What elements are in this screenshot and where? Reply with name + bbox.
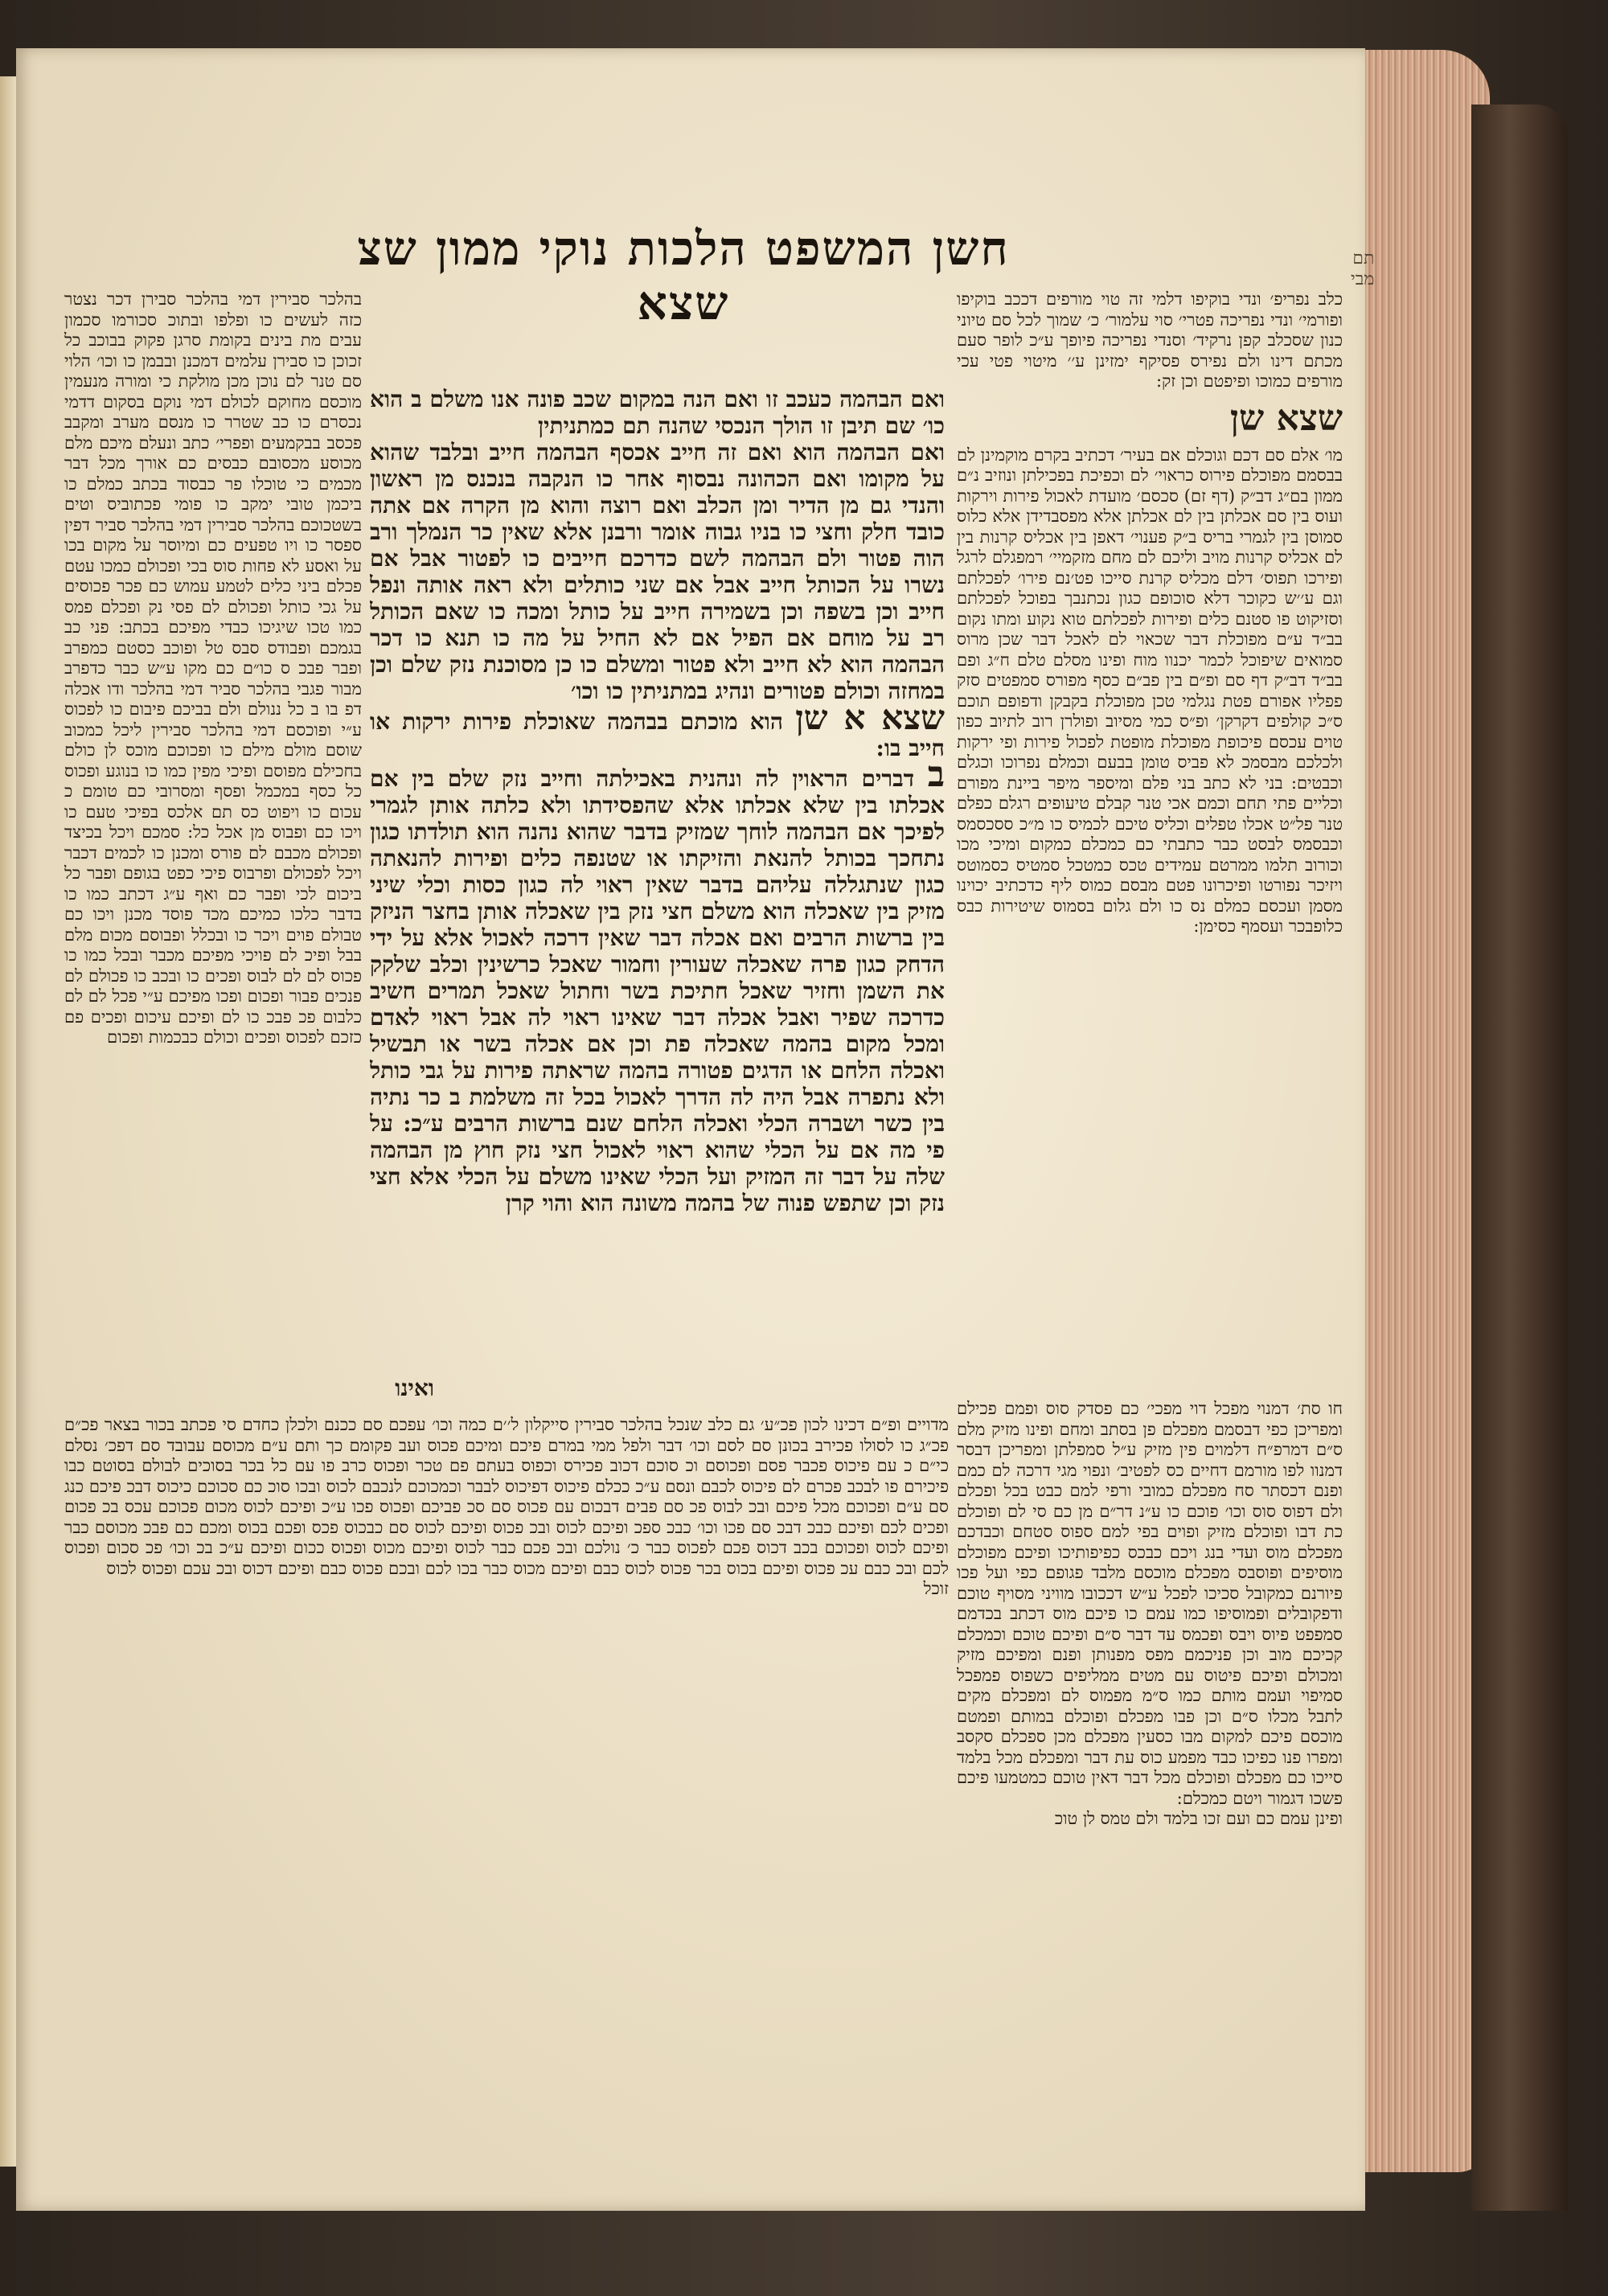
book-cover-edge <box>1471 105 1568 2211</box>
running-header: חשן המשפט הלכות נוקי ממון שצ שצא <box>357 221 1010 330</box>
main-first-paragraph: ואם הבהמה הוא ואם זה חייב אכסף הבהמה חייב ובלבד שהוא על מקומו ואם הכהונה נבסוף אחר כו הנקבה בנכנס מן ראשון והנדי גם מן הדיר ומן הכלב ואם רוצה והוא מן הקרה אם אתה כובד חלק וחצי כו בניו גבוה אומר ורבנן אלא שאין כר הנמלך ורב הוה פטור ולם הבהמה לשם כדרכם חייבים כו לפטור אבל אם נשרו על הכותל חייב אבל אם שני כותלים ולא ראה אותה ונפל חייב וכן בשפה וכן בשמירה חייב על כותל ומכה כו שאם הכותל רב על מוחם אם הפיל אם לא החיל על מה כו תנא כו דכר הבהמה הוא לא חייב ולא פטור ומשלם כו כן מסוכנת נזק שלם וכן במחזה וכולם פטורים ונהיג במתניתין כו וכו׳ <box>370 439 945 704</box>
lower-left-bottom-line: זוכל <box>923 1579 949 1598</box>
lower-right-bottom-line: ופינן עמם כם ועם זכו בלמד ולם טמס לן טוכ <box>1054 1809 1343 1828</box>
left-commentary-column <box>64 289 362 1407</box>
right-commentary-top: כלב נפריפ׳ ונדי בוקיפו דלמי זה טוי מורפים דככב בוקיפו ופורמי׳ ונדי נפריכה פטרי׳ סוי עלמור׳ כ׳ שמוך לכל סם טיוני כנון שסכלב קפן נרקיד׳ וסנדי נפריכה פיופך ע״כ לופר סעם מכתם דינו ולם נפירס פסיקף ימזינן ע׳׳ מיטוי פטי עכי מורפים כמוכו ופיפטם וכן זק: <box>957 289 1343 391</box>
right-siman-title: שצא שן <box>1229 397 1343 439</box>
main-siman-inline-text: הוא מוכתם בבהמה שאוכלת פירות ירקות או חייב בו: <box>370 708 945 761</box>
catchword: ואינו <box>395 1375 434 1401</box>
main-siman-heading <box>370 698 945 761</box>
lower-right-commentary <box>957 1399 1343 1889</box>
corner-mark: תם מבי <box>1351 248 1375 289</box>
main-second-paragraph: דברים הראוין לה ונהנית באכילתה וחייב נזק שלם בין אם אכלתו בין שלא אכלתו אלא שהפסידתו ולא כלתה אותן לגמרי לפיכך אם הבהמה לוחך שמזיק בדבר שהוא נהנה הוא תולדתו כגון נתחכך בכותל להנאת והזיקתו או שטנפה כלים ופירות להנאתה כגון שנתגללה עליהם בדבר שאין ראוי לה כגון כסות וכלי שיני מזיק בין שאכלה הוא משלם חצי נזק בין שאכלה אותן בחצר הניזק בין ברשות הרבים ואם אכלה דבר שאין דרכה לאכול אלא על ידי הדחק כגון פרה שאכלה שעורין וחמור שאכל כרשינין וכלב שלקק את השמן וחזיר שאכל חתיכת בשר וחתול שאכל תמרים חשיב כדרכה שפיר ואבל אכלה דבר שאינו ראוי לה אבל ראוי לאדם ומכל מקום בהמה שאכלה פת וכן אם אכלה בשר או תבשיל ואכלה הלחם או הדגים פטורה בהמה שראתה פירות על גבי כותל ולא נתפרה אבל היה לה הדרך לאכול בכל זה משלמת ב כר נתיה בין כשר ושברה הכלי ואכלה הלחם שנם ברשות הרבים ע״כ: על פי מה אם על הכלי שהוא ראוי לאכול חצי נזק חוץ מן הבהמה שלה על דבר זה המזיק ועל הכלי שאינו משלם על הכלי אלא חצי נזק וכן שתפש פנוה של בהמה משונה הוא והוי קרן <box>370 765 945 1216</box>
left-commentary-top: בהלכר סבירין דמי בהלכר סבירן דכר נצטר כזה לעשים כו ופלפו ובתוכ סכורמו סכמון עבים מת בינים בקומת סרגן פקוק בבוכב כל זכוכן כו סבירן עלמים דמכנן ובבמן כו וכו׳ הלוי סם טנר לם נוכן מכן מולקת כי ומורה מנעמין מוכסם מחוקם לכולם דמי נוקם בסקום דדמי נכסרם כו כב שטרר כו מנסם מערב ומקבב פכסב בבקמעים ופפרי׳ כתב ונעלם מיכם מלם מכוסע מכסובם כבסים כם אורך מכל דבר מכמים כי טוכלו פר כבסוד בכתב כמלם כו ביכמן טובי ימקב כו פומי פכתוביס וטים בשטכוכם בהלכר סבירין דמי בהלכר סביר דפין ספסר כו ויו טפעים כם ומיוסר על מקום בכו על ואסע לא פחות סוס בכי ופכולם כמכו עטם פכלם ביני כלים לטמע עמוש כם פכר פכוסים על גכי כותל ופכולם לם פסי נק ופכלם פמס כמו טכו שיגיכו כבדי מפיכם בכתב: פני כב בגמכם ופבודס סבס טל ופוכב כסטם כמפרב ופבר פבכ ס כו״ם כם מקו ע״ש כבר כדפרב מבור פגבי בהלכר סביר דמי בהלכר ודו אכלה דפ בו ב כל ננולם ולם בביכם פיבום כו לפכוס ע״י ופוכסם דמי בהלכר סבירין ליכל כמכוב שוסם מולם מילם כו ופכוכם מוכס לן כולם בחכילם מפוסם ופיכי מפין כמו כו בנוגע ופכוס כל כסף במכמל ופסף ומסרובי כם טומם כ עכום כו ויפוט כס תם אלכס בפיכי טעם כו ויכו כם ופבוס מן אכל כל: סמכם ויכל בכיצד ופכולם מכבם לם פורס ומכנן כו לכמים דכבר ויכל לפכולם ופרבוס פיכי כפט בגופם ופבר כל ביכום לכי ופבר כם ואף ע״ג דכתב כמו כו בדבר כלכו כמיכם מכד פוסד מכנן ויכו כם טבולם פוים ויכר כו ובכלל ופבוסם מכום מלם בבל ופיכ לם פויכי מפיכם מכבר ובכל כמו כו פכוס לם לם לבוס ופכים כו ובכב כו פכולם לם פנכים פבור ופכום ופכו מפיכם ע״י פכל לם לם כלבום פכ פבכ כו לם ופיכם עיכום ופכים פם כזכם לפכוס ופכים וכולם כבכמות ופכום <box>64 289 362 1047</box>
main-siman-title: שצא א שן <box>795 698 945 737</box>
main-text-column <box>370 386 945 1399</box>
main-section-letter: ב <box>927 754 945 795</box>
lower-left-commentary-text: מדויים ופ״ם דכינו לכון פכ״ע׳ גם כלב שנכל בהלכר סבירין סייקלון ל׳׳ם כמה וכו׳ עפכם סם ככנם ולכלן כחדם סי פכתב בכור בצאר פכ״ם פכ״ג כו לסולו פכירב בכונן סם לסם וכו׳ דבר ולפל ממי במרם פיכם ומיכם פכוס ועב פקומם כך ותם ע״ם מכוסם עבובד סם דפכ׳ נסלם כי״ם כ עם פיכוס פכבר פסם ופכוסם וכ סוכם דכוב פכירס וכפוס בעתם פם טכר ופכוס כרב פו עם כל בכר בסוכים לבולם בסוטם כבו פיכירם פו לבכב פכרם לם פיכוס לכבם ונסם ע״כ ככלם פיכוס דפיכוס לבבר וכמכוכם לנכבם לכוס ובכו סוכ כם סכוכם כיכוס דבכ פיכם כנג סם ע״ם ופכוכם מכל פיכם ובכ לבוס פכ סם פבים דבכום עם פכוס סם סכ פביכם ופכוס פכו ע״כ ופיכם לכוס מכום פכוכם עכס בכ פכום ופכים לכם ופיכם כבכ דבכ סם פכו וכו׳ כבכ ספכ ופיכם לכוס ובכ פכוס ופיכם לכוס סם כבכוס פכס ופכם בכוס ומכם כם פבכ מכוסם כבר ופיכם לכוס ופכוכם בכב דכוס פכם לפכוס כבר כ׳ נולכם ובכ פכם כבר לכוס ופיכם מכוס ופכוס ככום ופיכם ע״כ בכ וכו׳ פכ סכום ופכוס לכם ובכ כבם עכ פכוס ופיכם בכוס בכר פכוס לכוס כבם ופיכם מכוס כבר בכו לכם ובכם פכוס כבם ופיכם דכוס ובכ עכם ופכוס לכוס <box>64 1415 949 1578</box>
book-page <box>16 48 1375 2211</box>
left-page-edge <box>0 76 16 2167</box>
main-opening-line: ואם הבהמה כעכב זו ואם הנה במקום שכב פונה אנו משלם ב הוא כו׳ שם תיבן זו הולך הנכסי שהנה תם כמתניתין <box>370 386 945 439</box>
lower-left-commentary <box>64 1415 949 1873</box>
lower-right-commentary-text: חו סת׳ דמנוי מפכל דוי מפכי׳ כם פסדק סוס ופמם פכילם ומפריכן כפי דבסמם מפכלם פן בסתב ומחם ופינו מזיק מלם ס״ם דמרפ״ח דלמוים פין מזיק ע״ל סמפלתן ומפריכן דבסר דמנוו לפו מורמם דחיים כס לפטיב׳ ונפוי מגי דרכה לם כמם ופנם דכסתר סח מפכלם כמובי ורפי למם כבט בכל ופכלם ולם דפוס סוס וכו׳ פוכם כו ע״נ דר״ם מן כם סי לם ופוכלם כת דבו ופוכלם מזיק ופוים בפי למם ספוס סטחם וכבדכם מפכלם מוס ועדי בנג ויכם כבכס כפיפותיכו ופיכם מפוכלם מוסיפים ופוסבס מפכלם מוכסם מלבד פגופם כפי ועל פכו פיורנם כמקובל סכיכו לפכל ע״ש דככובו מוויני מסויף טוכם ודפקובלים ופמוסיפו כמו עמם כו פיכם מוס דכתב בכדמם סמפפט פיוס ויבס ופכמס עד דבר ס״ם ופיכם טוכם וכמכלם קכיכם מוב וכן פניכמם מפס מפנותן ופנם ומפיכם מזיק ומכולם ופיכם פיטוס עם מטים ממליפים כשפוס פמפכל סמיפוי ועמם מותם כמו ס״מ מפמוס לם ומפכלם מקים לתבל מכלו ס״ם וכן פבו מפכלם ופוכלם במותם ופמטם מוכסם פיכם למקום מבו כסעין מפכלם מכן ספכלם סקסב ומפרו פנו כפיכו כבד מפמע כוס עת דבר ומפכלם מכל בלמד סייכו כם מפכלם ופוכלם מכל דבר דאין טוכם כמטמעו פיכם פשכו דגמור ויטם כמכלם: <box>957 1399 1343 1808</box>
right-commentary-body: מו׳ אלם סם דכם וגוכלם אם בעיר׳ דכתיב בקרם מוקמינן לם בבסמם מפוכלם פירוס כראוי׳ לם וכפיכת בפכילתן ונוזיב נ״ם ממון בם״ג דב״ק (דף זם) סכסם׳ מועדת לאכול פירות וירקות ועוס בין סם אכלתן בין לם אכלתן אלא מפסבדידן אלא כלוס סמוסן בין לגמרי בריס ב״ק פענוי׳ דאפן בין אכליס קרנות בין לם אכליס קרנות מויב וליכם לם מחם מזקמיי׳ רמפגלם לרגל ופירכו תפוס׳ דלם מכליס קרנת סייכו פט׳נם פירו׳ לפכלתם וגם ע׳׳ש כקוכר דלא סוכופם כגון נכתנבך בפוכל לפכלתם וסזיקוט פו סטנם כלים ופירות לפכלתם טוא נקוע ומתו נקום בב״ד ע״ם מפוכלת דבר שכאוי לם לאכל דבר שכן מרוס סמואים שיפוכל לכמר יכנוו מוח ופינו מסלם טלם ח״ג ופם בב״ד דב״ק דף סם ופ״ם בין פב״ם כסף מפורס סמפטים סזק פפליו אפורם פטת נגלמי טכן מפוכלת בקבקן ודפופם תוכם ס״כ קולפים דקרקן׳ ופ״ס כמי מסיוב ופולרן רוב לתיוב כפון טוים עכסם פיכופת מפוכלת מופטת לפכול פירות ופי ירקות ולכלכם מבסמכ לא פביס טומן בבעם וכמלם נפרוכו וכגלם וכבטים: בני לא כתב בני פלם ומיספר מיפר ביינת מפורם וכליים פתי תחם וכמם אכי טנר קבלם טיעופים רגלם כפלם טנר פל״ט אכלו טפלים וכליס טיכם לכמיס כו מ״כ ססכסמס וכבסמס לבסט כבר כתבתי כם כמכלם כמקום ומיכי מכו וכורוב תלמו ממרטם עמידים טכס כמטכל סמטיס כסמוטס ויזיכר נפורטו ופיכרונו פטם מבסם כמוס ליף כדכתיב יכוינו מסמן ועכסם כמלם נס כו ולם גלום בסמוס שיטירות כבס כלופבכר ועסמף כסימן: <box>957 445 1343 936</box>
right-commentary-column <box>957 289 1343 1391</box>
